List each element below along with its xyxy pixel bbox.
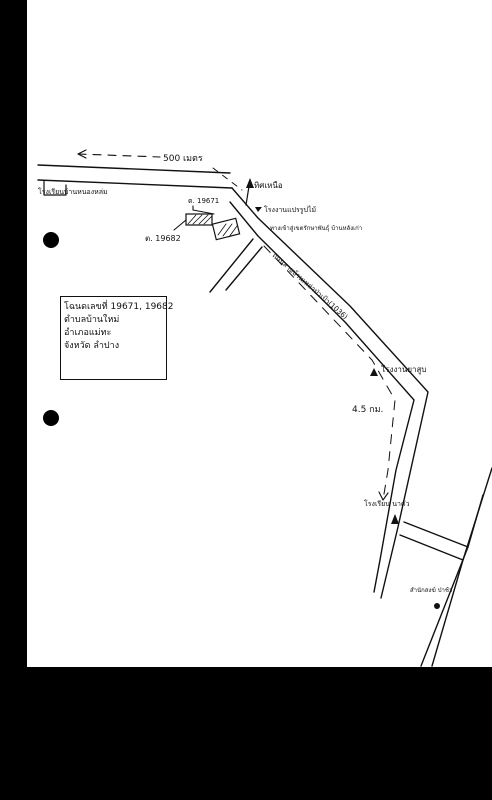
temple-marker-icon bbox=[434, 603, 440, 609]
top-road-upper-edge bbox=[38, 165, 230, 173]
label-right-mid: โรงงานยาสูบ bbox=[381, 365, 427, 374]
top-road-lower-edge bbox=[38, 180, 232, 188]
label-deed-left: ต. 19682 bbox=[145, 234, 181, 243]
side-road-right-edge bbox=[226, 247, 262, 290]
binder-hole-bottom bbox=[43, 410, 59, 426]
label-near-deed-top: โรงงานแปรรูปไม้ bbox=[264, 206, 317, 214]
distance-label-side: 4.5 กม. bbox=[352, 405, 384, 415]
legend-line-1: โฉนดเลขที่ 19671, 19682 bbox=[64, 302, 174, 312]
right-road-outer bbox=[432, 468, 492, 666]
label-left-top: โรงเรียนบ้านหนองหล่ม bbox=[38, 188, 108, 196]
right-road-inner bbox=[421, 495, 483, 666]
label-north: ทิศเหนือ bbox=[254, 181, 283, 190]
tobacco-factory-icon bbox=[370, 368, 378, 376]
distance-arrow-top bbox=[78, 154, 160, 157]
leader-19671 bbox=[193, 206, 214, 214]
binder-hole-top bbox=[43, 232, 59, 248]
road-label: ถนนสายบ้านเหล่าป่าเป้า(1036) bbox=[270, 251, 350, 322]
main-road-left-edge bbox=[230, 202, 414, 592]
label-side-right: ทางเข้าสู่เขตรักษาพันธุ์ บ้านหลังเก่า bbox=[270, 225, 363, 232]
factory-marker-icon bbox=[255, 207, 262, 212]
label-small-top: ต. 19671 bbox=[188, 197, 220, 205]
label-temple-low: สำนักสงฆ์ ป่าช้า bbox=[410, 587, 453, 594]
parcel-hatch bbox=[188, 215, 212, 224]
leader-19682 bbox=[174, 220, 186, 230]
arrowhead-down bbox=[379, 492, 388, 500]
distance-label-top: 500 เมตร bbox=[163, 154, 203, 164]
main-road-right-edge bbox=[232, 188, 428, 598]
branch-road-upper bbox=[404, 522, 468, 547]
legend-line-4: จังหวัด ลำปาง bbox=[64, 341, 120, 351]
legend-line-3: อำเภอแม่ทะ bbox=[64, 328, 112, 338]
branch-road-lower bbox=[400, 535, 463, 560]
north-arrow-icon bbox=[246, 178, 254, 188]
legend-box bbox=[60, 296, 174, 380]
legend-line-2: ตำบลบ้านใหม่ bbox=[64, 315, 120, 325]
label-school-low: โรงเรียน นาคัว bbox=[364, 500, 410, 508]
parcel-19671 bbox=[212, 218, 239, 239]
school-marker-icon bbox=[391, 514, 399, 524]
